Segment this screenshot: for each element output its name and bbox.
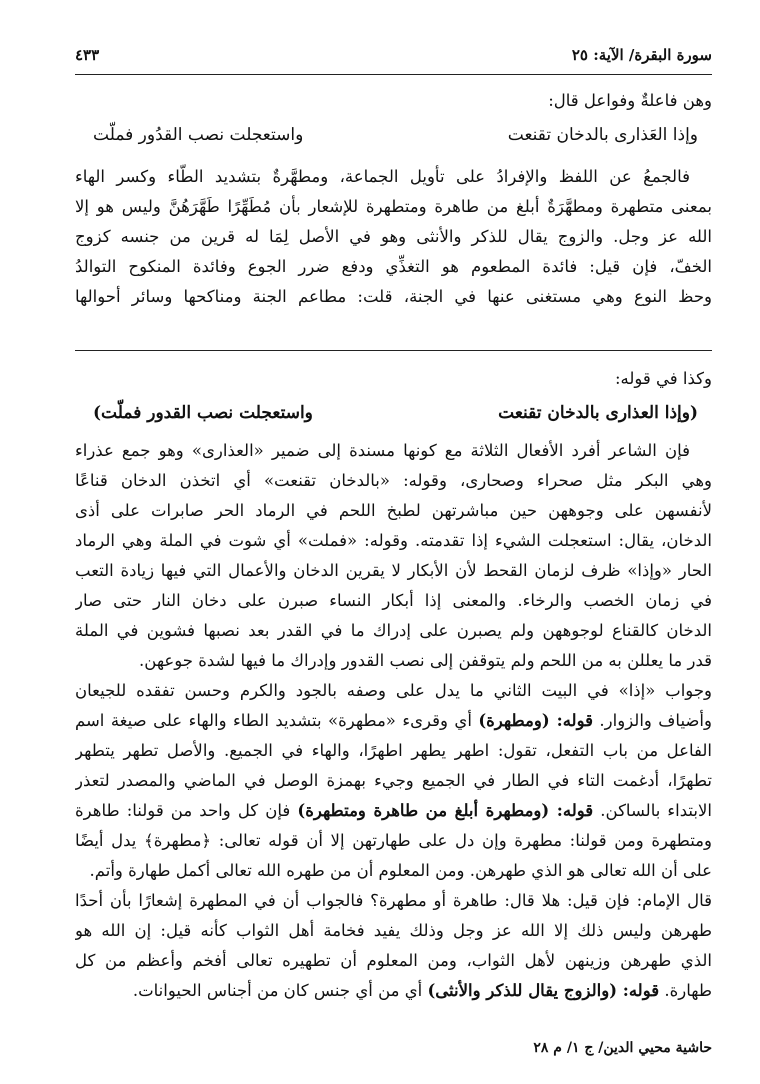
verse-left-hemistich: واستعجلت نصب القدُور فملّت bbox=[93, 125, 304, 145]
commentary-line: الفاعل من باب التفعل، تقول: اطهر يطهر اطهرًا، والهاء في الجميع. والأصل تطهر يتطهر bbox=[75, 741, 712, 760]
commentary-line: الحار «وإذا» ظرف لزمان القحط لأن الأبكار لا يقرين الدخان والأعمال التي فيها زيادة التعب bbox=[75, 561, 712, 580]
top-line: الخفّ، فإن قيل: فائدة المطعوم هو التغذِّي ودفع ضرر الجوع وفائدة المنكوح التوالدُ bbox=[75, 257, 712, 276]
commentary-line: في زمان الخصب والرخاء. والمعنى إذا أبكار النساء صبرن على دخان النار حتى صار bbox=[75, 591, 712, 610]
commentary-line: على أن الله تعالى هو الذي طهرهن. ومن المعلوم أن من طهره الله تعالى أكمل طهارة وأتم. bbox=[89, 861, 712, 880]
commentary-line: وهي البكر مثل صحراء وصحارى، وقوله: «بالدخان تقنعت» أي اتخذن الدخان قناعًا bbox=[75, 471, 712, 490]
commentary-line: ومتطهرة ومن قولنا: مطهرة وإن دل على طهارتهن إلا أن قوله تعالى: ﴿مطهرة﴾ يدل أيضًا bbox=[75, 831, 712, 850]
commentary-line: الذي طهرهن وزينهن لأهل الثواب، ومن المعلوم أن تطهيره تعالى أفخم وأعظم من كل bbox=[75, 951, 712, 970]
commentary-line: طهرهن وليس ذلك إلا الله عز وجل وذلك يفيد فخامة أهل الثواب كأنه قيل: إن الله هو bbox=[75, 921, 712, 940]
commentary-line: تطهرًا، أدغمت التاء في الطار في الجميع وجيء بهمزة الوصل في الماضي والمصدر لتعذر bbox=[75, 771, 712, 790]
page-number: ٤٣٣ bbox=[75, 46, 100, 64]
commentary-line: قال الإمام: فإن قيل: هلا قال: طاهرة أو مطهرة؟ فالجواب أن في المطهرة إشعارًا بأن أحدًا bbox=[75, 891, 712, 910]
top-line: وحظ النوع وهي مستغنى عنها في الجنة، قلت: مطاعم الجنة ومناكحها وسائر أحوالها bbox=[75, 287, 712, 306]
quoted-lemma: قوله: (ومطهرة أبلغ من طاهرة ومتطهرة) bbox=[297, 801, 594, 820]
commentary-line: لأنفسهن على وجوههن حين مباشرتهن لطبخ اللحم في الرماد الحر صابرات على أذى bbox=[75, 501, 712, 520]
verse-left-hemistich: واستعجلت نصب القدور فملّت) bbox=[93, 403, 313, 423]
top-line: الله عز وجل. والزوج يقال للذكر والأنثى وهو في الأصل لِمَا له قرين من جنسه كزوج bbox=[75, 227, 712, 246]
top-line: فالجمعُ عن اللفظ والإفرادُ على تأويل الجماعة، ومطهَّرةٌ بتشديد الطّاء وكسر الهاء bbox=[75, 167, 690, 186]
commentary-intro: وكذا في قوله: bbox=[614, 369, 712, 388]
commentary-line: الدخان كالقناع لوجوههن ولم يصبرن على إدراك ما في القدر بعد نصبها فشوين في الملة bbox=[75, 621, 712, 640]
commentary-line: وجواب «إذا» في البيت الثاني ما يدل على وصفه بالجود والكرم وحسن تفقده للجيعان bbox=[75, 681, 712, 700]
commentary-line-with-bold: الابتداء بالساكن. قوله: (ومطهرة أبلغ من طاهرة ومتطهرة) فإن كل واحد من قولنا: طاهرة bbox=[75, 801, 712, 820]
commentary-line: فإن الشاعر أفرد الأفعال الثلاثة مع كونها مسندة إلى ضمير «العذارى» وهو جمع عذراء bbox=[75, 441, 690, 460]
quoted-lemma: قوله: (ومطهرة) bbox=[478, 711, 593, 730]
commentary-line-with-bold: وأضياف والزوار. قوله: (ومطهرة) أي وقرىء «مطهرة» بتشديد الطاء والهاء على صيغة اسم bbox=[75, 711, 712, 730]
top-verse bbox=[75, 118, 712, 152]
top-intro: وهن فاعلةٌ وفواعل قال: bbox=[548, 91, 712, 110]
top-section bbox=[75, 86, 712, 312]
surah-ayah-title: سورة البقرة/ الآية: ٢٥ bbox=[571, 46, 712, 64]
quoted-lemma: قوله: (والزوج يقال للذكر والأنثى) bbox=[427, 981, 660, 1000]
footnote-separator-rule bbox=[75, 350, 712, 351]
header-rule bbox=[75, 74, 712, 75]
verse-right-hemistich: وإذا العَذارى بالدخان تقنعت bbox=[507, 125, 698, 145]
top-line: بمعنى متطهرة ومطهَّرَةٌ أبلغ من طاهرة ومتطهرة للإشعار بأن مُطَهِّرًا طَهَّرَهُنَّ وليس هو إلا bbox=[75, 197, 712, 216]
book-page bbox=[75, 0, 712, 1084]
verse-right-hemistich: (وإذا العذارى بالدخان تقنعت bbox=[498, 403, 698, 423]
running-header bbox=[75, 42, 712, 68]
signature-line: حاشية محيي الدين/ ج ١/ م ٢٨ bbox=[533, 1040, 712, 1056]
commentary-section bbox=[75, 364, 712, 1006]
commentary-line: الدخان، يقال: استعجلت الشيء إذا تقدمته. وقوله: «فملت» أي شوت في الملة وهي الرماد bbox=[75, 531, 712, 550]
commentary-line-with-bold: طهارة. قوله: (والزوج يقال للذكر والأنثى) أي من أي جنس كان من أجناس الحيوانات. bbox=[132, 981, 712, 1000]
commentary-verse bbox=[75, 396, 712, 430]
commentary-line: قدر ما يعللن به من اللحم ولم يتوقفن إلى نصب القدور وإدراك ما فيها لشدة جوعهن. bbox=[139, 651, 712, 670]
